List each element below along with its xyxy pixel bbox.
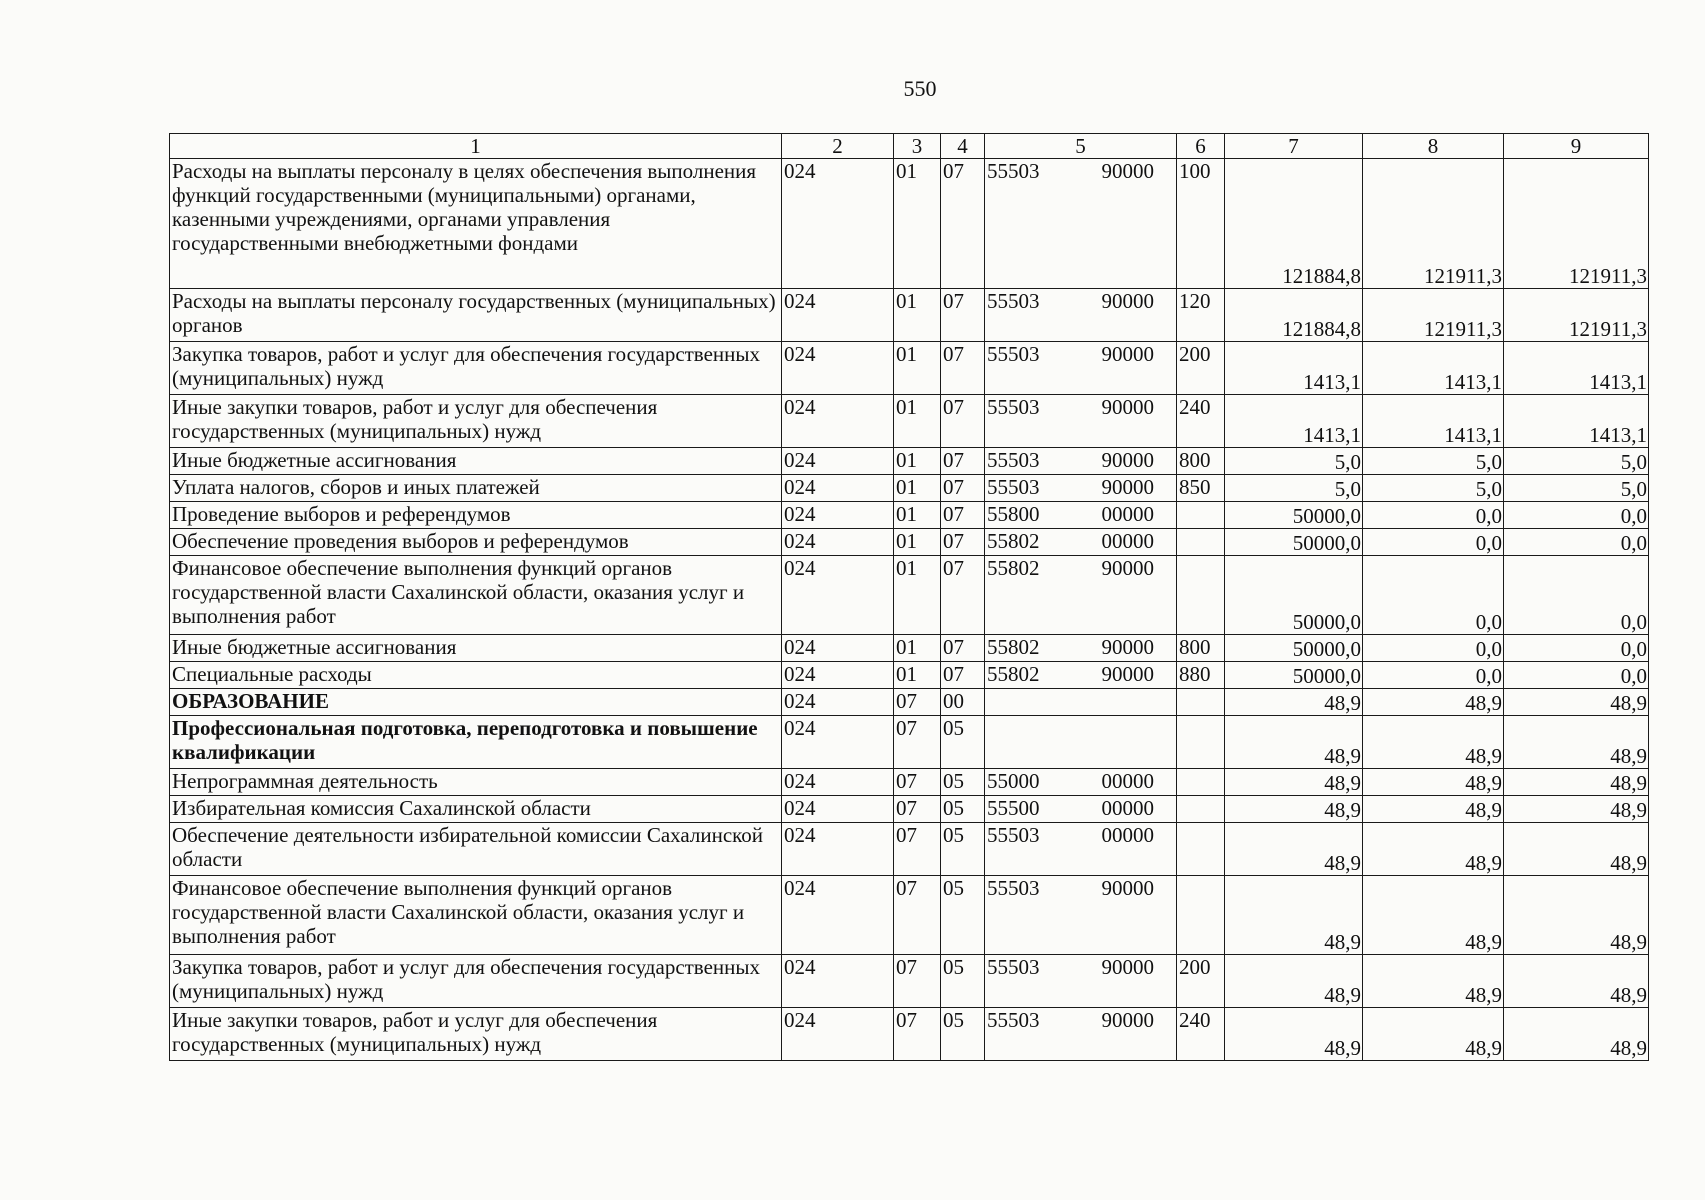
row-pr: 05 (941, 1008, 985, 1061)
header-cell-4: 4 (941, 134, 985, 159)
row-csr (985, 448, 1177, 475)
row-rz: 01 (894, 635, 941, 662)
row-csr (985, 556, 1177, 635)
row-value-9: 48,9 (1504, 1008, 1649, 1061)
row-csr-direction: 90000 (1101, 1008, 1154, 1032)
row-value-8: 0,0 (1363, 662, 1504, 689)
row-value-7: 5,0 (1225, 475, 1363, 502)
row-vr (1177, 769, 1225, 796)
row-name: Обеспечение деятельности избирательной комиссии Сахалинской области (170, 823, 782, 876)
table-row (170, 689, 1649, 716)
row-csr (985, 529, 1177, 556)
row-value-9: 0,0 (1504, 529, 1649, 556)
page-number: 550 (903, 76, 937, 101)
row-csr-direction: 90000 (1101, 635, 1154, 659)
row-name: Обеспечение проведения выборов и референдумов (170, 529, 782, 556)
row-rz: 07 (894, 716, 941, 769)
row-csr-direction: 90000 (1101, 662, 1154, 686)
row-value-8: 1413,1 (1363, 395, 1504, 448)
row-csr-direction: 90000 (1101, 395, 1154, 419)
row-grbs: 024 (782, 448, 894, 475)
row-value-9: 48,9 (1504, 769, 1649, 796)
row-pr: 07 (941, 289, 985, 342)
row-grbs: 024 (782, 342, 894, 395)
row-name: Профессиональная подготовка, переподготовка и повышение квалификации (170, 716, 782, 769)
table-row (170, 823, 1649, 876)
row-csr-wrap (987, 796, 1174, 820)
header-cell-8: 8 (1363, 134, 1504, 159)
row-rz: 01 (894, 448, 941, 475)
row-name: Расходы на выплаты персоналу государственных (муниципальных) органов (170, 289, 782, 342)
row-grbs: 024 (782, 556, 894, 635)
row-vr: 880 (1177, 662, 1225, 689)
row-rz: 07 (894, 823, 941, 876)
row-name: Иные бюджетные ассигнования (170, 448, 782, 475)
row-value-8: 48,9 (1363, 689, 1504, 716)
header-cell-7: 7 (1225, 134, 1363, 159)
row-pr: 05 (941, 955, 985, 1008)
row-value-7: 48,9 (1225, 876, 1363, 955)
row-value-8: 48,9 (1363, 1008, 1504, 1061)
row-name: ОБРАЗОВАНИЕ (170, 689, 782, 716)
row-vr: 200 (1177, 342, 1225, 395)
header-cell-1: 1 (170, 134, 782, 159)
row-pr: 05 (941, 769, 985, 796)
row-csr-wrap (987, 502, 1174, 526)
row-name: Иные закупки товаров, работ и услуг для обеспечения государственных (муниципальных) нужд (170, 395, 782, 448)
row-csr-program: 55802 (987, 662, 1040, 686)
row-csr-wrap (987, 1008, 1174, 1032)
row-grbs: 024 (782, 689, 894, 716)
row-pr: 07 (941, 159, 985, 289)
row-value-8: 121911,3 (1363, 159, 1504, 289)
row-pr: 05 (941, 876, 985, 955)
row-rz: 01 (894, 342, 941, 395)
row-csr-program: 55802 (987, 635, 1040, 659)
table-row (170, 876, 1649, 955)
row-vr (1177, 502, 1225, 529)
row-pr: 05 (941, 796, 985, 823)
row-csr-wrap (987, 662, 1174, 686)
row-name: Закупка товаров, работ и услуг для обеспечения государственных (муниципальных) нужд (170, 955, 782, 1008)
row-pr: 05 (941, 716, 985, 769)
budget-table (169, 133, 1649, 1061)
row-value-8: 0,0 (1363, 502, 1504, 529)
row-value-9: 48,9 (1504, 876, 1649, 955)
row-value-9: 0,0 (1504, 662, 1649, 689)
row-name: Иные бюджетные ассигнования (170, 635, 782, 662)
row-value-8: 48,9 (1363, 876, 1504, 955)
row-value-9: 1413,1 (1504, 342, 1649, 395)
row-value-7: 1413,1 (1225, 395, 1363, 448)
row-rz: 01 (894, 556, 941, 635)
row-csr-program: 55000 (987, 769, 1040, 793)
row-value-7: 48,9 (1225, 823, 1363, 876)
header-row (170, 134, 1649, 159)
row-csr-program: 55503 (987, 876, 1040, 900)
row-value-8: 48,9 (1363, 769, 1504, 796)
header-cell-9: 9 (1504, 134, 1649, 159)
row-csr-direction: 90000 (1101, 556, 1154, 580)
row-csr-program: 55503 (987, 1008, 1040, 1032)
row-csr-wrap (987, 159, 1174, 183)
table-row (170, 955, 1649, 1008)
row-csr-program: 55503 (987, 448, 1040, 472)
row-rz: 07 (894, 1008, 941, 1061)
row-value-7: 50000,0 (1225, 556, 1363, 635)
row-pr: 07 (941, 395, 985, 448)
table-row (170, 159, 1649, 289)
row-value-9: 48,9 (1504, 955, 1649, 1008)
row-csr-program: 55503 (987, 342, 1040, 366)
row-rz: 01 (894, 395, 941, 448)
row-csr-wrap (987, 955, 1174, 979)
row-csr-direction: 00000 (1101, 823, 1154, 847)
row-rz: 01 (894, 289, 941, 342)
row-pr: 07 (941, 662, 985, 689)
row-value-7: 48,9 (1225, 716, 1363, 769)
row-csr-direction: 90000 (1101, 955, 1154, 979)
table-row (170, 448, 1649, 475)
header-cell-5: 5 (985, 134, 1177, 159)
row-csr-direction: 00000 (1101, 796, 1154, 820)
row-value-7: 50000,0 (1225, 662, 1363, 689)
row-vr (1177, 716, 1225, 769)
row-value-9: 48,9 (1504, 823, 1649, 876)
row-value-7: 50000,0 (1225, 502, 1363, 529)
row-pr: 07 (941, 502, 985, 529)
row-pr: 07 (941, 342, 985, 395)
table-row (170, 502, 1649, 529)
row-name: Иные закупки товаров, работ и услуг для обеспечения государственных (муниципальных) нужд (170, 1008, 782, 1061)
row-vr: 800 (1177, 635, 1225, 662)
row-vr: 240 (1177, 1008, 1225, 1061)
row-csr-wrap (987, 475, 1174, 499)
row-csr (985, 716, 1177, 769)
table-row (170, 475, 1649, 502)
row-rz: 01 (894, 475, 941, 502)
header-cell-6: 6 (1177, 134, 1225, 159)
row-value-8: 1413,1 (1363, 342, 1504, 395)
row-csr-program: 55503 (987, 159, 1040, 183)
row-rz: 01 (894, 502, 941, 529)
row-csr-wrap (987, 529, 1174, 553)
row-csr-program: 55802 (987, 529, 1040, 553)
row-value-8: 48,9 (1363, 716, 1504, 769)
row-value-9: 48,9 (1504, 716, 1649, 769)
row-name: Проведение выборов и референдумов (170, 502, 782, 529)
table-row (170, 289, 1649, 342)
row-csr (985, 769, 1177, 796)
row-csr-wrap (987, 342, 1174, 366)
table-row (170, 1008, 1649, 1061)
row-csr-wrap (987, 635, 1174, 659)
row-rz: 07 (894, 955, 941, 1008)
row-rz: 07 (894, 876, 941, 955)
row-value-8: 0,0 (1363, 556, 1504, 635)
row-rz: 07 (894, 796, 941, 823)
row-rz: 07 (894, 769, 941, 796)
row-pr: 07 (941, 556, 985, 635)
table-row (170, 635, 1649, 662)
row-vr (1177, 529, 1225, 556)
row-value-8: 0,0 (1363, 635, 1504, 662)
row-csr-direction: 90000 (1101, 448, 1154, 472)
row-rz: 01 (894, 662, 941, 689)
row-value-8: 5,0 (1363, 475, 1504, 502)
row-name: Финансовое обеспечение выполнения функций органов государственной власти Сахалинской области, оказания услуг и выполнения работ (170, 876, 782, 955)
row-csr-direction: 90000 (1101, 342, 1154, 366)
row-value-8: 48,9 (1363, 823, 1504, 876)
row-value-9: 121911,3 (1504, 159, 1649, 289)
row-grbs: 024 (782, 769, 894, 796)
row-pr: 07 (941, 635, 985, 662)
row-pr: 05 (941, 823, 985, 876)
row-vr: 200 (1177, 955, 1225, 1008)
row-value-7: 1413,1 (1225, 342, 1363, 395)
row-csr-program: 55503 (987, 289, 1040, 313)
row-value-7: 50000,0 (1225, 529, 1363, 556)
row-csr (985, 342, 1177, 395)
row-value-9: 5,0 (1504, 448, 1649, 475)
row-csr-direction: 90000 (1101, 475, 1154, 499)
row-value-9: 0,0 (1504, 556, 1649, 635)
row-vr: 800 (1177, 448, 1225, 475)
row-csr-direction: 90000 (1101, 289, 1154, 313)
row-value-8: 48,9 (1363, 955, 1504, 1008)
row-value-9: 1413,1 (1504, 395, 1649, 448)
row-grbs: 024 (782, 289, 894, 342)
row-csr-program: 55802 (987, 556, 1040, 580)
row-csr (985, 502, 1177, 529)
row-csr-wrap (987, 769, 1174, 793)
row-csr-wrap (987, 448, 1174, 472)
row-grbs: 024 (782, 529, 894, 556)
row-value-7: 48,9 (1225, 769, 1363, 796)
row-name: Избирательная комиссия Сахалинской области (170, 796, 782, 823)
row-grbs: 024 (782, 502, 894, 529)
row-value-7: 5,0 (1225, 448, 1363, 475)
header-cell-3: 3 (894, 134, 941, 159)
row-csr-program: 55503 (987, 823, 1040, 847)
row-grbs: 024 (782, 876, 894, 955)
table-row (170, 342, 1649, 395)
row-value-9: 48,9 (1504, 796, 1649, 823)
row-vr (1177, 689, 1225, 716)
row-vr (1177, 823, 1225, 876)
table-row (170, 662, 1649, 689)
row-csr (985, 689, 1177, 716)
row-csr-program: 55503 (987, 395, 1040, 419)
row-value-7: 121884,8 (1225, 289, 1363, 342)
row-vr: 850 (1177, 475, 1225, 502)
row-csr-program: 55503 (987, 475, 1040, 499)
row-value-8: 48,9 (1363, 796, 1504, 823)
row-name: Непрограммная деятельность (170, 769, 782, 796)
row-csr-direction: 00000 (1101, 769, 1154, 793)
row-grbs: 024 (782, 823, 894, 876)
row-value-9: 0,0 (1504, 502, 1649, 529)
table-row (170, 716, 1649, 769)
row-csr-wrap (987, 289, 1174, 313)
row-csr (985, 662, 1177, 689)
row-value-7: 50000,0 (1225, 635, 1363, 662)
row-pr: 07 (941, 448, 985, 475)
row-grbs: 024 (782, 635, 894, 662)
table-row (170, 769, 1649, 796)
row-grbs: 024 (782, 796, 894, 823)
row-name: Расходы на выплаты персоналу в целях обеспечения выполнения функций государственными (муниципальными) органами, казенными учреждениями, органами управления государственными внебюджетными фондами (170, 159, 782, 289)
row-value-7: 48,9 (1225, 796, 1363, 823)
row-vr: 240 (1177, 395, 1225, 448)
row-csr (985, 395, 1177, 448)
row-name: Уплата налогов, сборов и иных платежей (170, 475, 782, 502)
row-rz: 07 (894, 689, 941, 716)
row-vr: 100 (1177, 159, 1225, 289)
row-csr (985, 1008, 1177, 1061)
row-rz: 01 (894, 529, 941, 556)
row-csr-wrap (987, 556, 1174, 580)
row-name: Специальные расходы (170, 662, 782, 689)
row-pr: 07 (941, 529, 985, 556)
row-csr-wrap (987, 395, 1174, 419)
row-csr-direction: 00000 (1101, 502, 1154, 526)
row-vr (1177, 556, 1225, 635)
table-row (170, 529, 1649, 556)
row-grbs: 024 (782, 955, 894, 1008)
row-pr: 07 (941, 475, 985, 502)
table-body (170, 134, 1649, 1061)
row-csr-direction: 00000 (1101, 529, 1154, 553)
header-cell-2: 2 (782, 134, 894, 159)
row-name: Финансовое обеспечение выполнения функций органов государственной власти Сахалинской области, оказания услуг и выполнения работ (170, 556, 782, 635)
row-value-9: 121911,3 (1504, 289, 1649, 342)
row-grbs: 024 (782, 716, 894, 769)
row-value-9: 5,0 (1504, 475, 1649, 502)
row-grbs: 024 (782, 395, 894, 448)
row-csr (985, 159, 1177, 289)
row-vr: 120 (1177, 289, 1225, 342)
row-csr (985, 823, 1177, 876)
row-csr-wrap (987, 876, 1174, 900)
row-rz: 01 (894, 159, 941, 289)
row-value-8: 0,0 (1363, 529, 1504, 556)
row-value-7: 48,9 (1225, 689, 1363, 716)
row-value-7: 48,9 (1225, 1008, 1363, 1061)
row-value-7: 48,9 (1225, 955, 1363, 1008)
row-vr (1177, 876, 1225, 955)
row-csr-program: 55500 (987, 796, 1040, 820)
row-csr (985, 955, 1177, 1008)
row-value-7: 121884,8 (1225, 159, 1363, 289)
row-csr (985, 876, 1177, 955)
row-value-9: 0,0 (1504, 635, 1649, 662)
row-grbs: 024 (782, 662, 894, 689)
row-value-8: 5,0 (1363, 448, 1504, 475)
row-csr-direction: 90000 (1101, 876, 1154, 900)
table-row (170, 556, 1649, 635)
row-csr (985, 796, 1177, 823)
row-vr (1177, 796, 1225, 823)
row-grbs: 024 (782, 159, 894, 289)
row-grbs: 024 (782, 1008, 894, 1061)
row-value-9: 48,9 (1504, 689, 1649, 716)
row-csr-wrap (987, 823, 1174, 847)
row-csr (985, 635, 1177, 662)
row-csr-direction: 90000 (1101, 159, 1154, 183)
row-csr (985, 289, 1177, 342)
row-pr: 00 (941, 689, 985, 716)
row-name: Закупка товаров, работ и услуг для обеспечения государственных (муниципальных) нужд (170, 342, 782, 395)
row-csr (985, 475, 1177, 502)
row-value-8: 121911,3 (1363, 289, 1504, 342)
table-row (170, 395, 1649, 448)
table-row (170, 796, 1649, 823)
row-csr-program: 55503 (987, 955, 1040, 979)
row-grbs: 024 (782, 475, 894, 502)
row-csr-program: 55800 (987, 502, 1040, 526)
